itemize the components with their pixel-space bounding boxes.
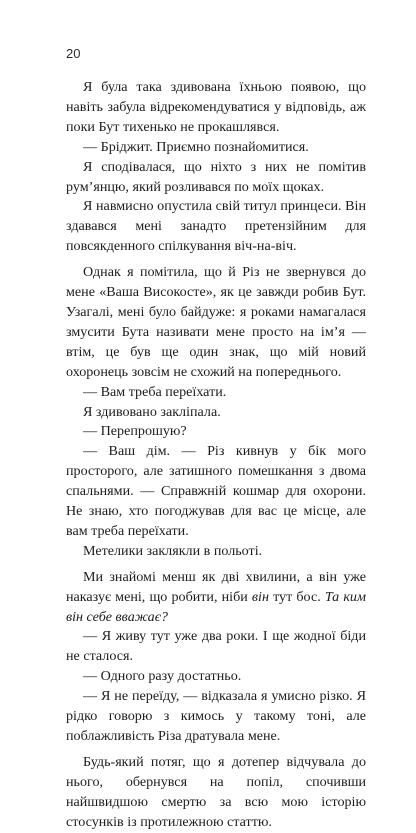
paragraph [66,197,366,257]
paragraph [66,403,366,423]
italic-text: Та ким він себе вважає? [66,588,366,625]
paragraph [66,138,366,158]
text-run: Я була така здивована їхньою появою, що навіть забула відрекомендуватися у відповідь, аж поки Бут тихенько не прокашлявся. [66,79,366,135]
text-run: — Я живу тут уже два роки. І ще жодної біди не сталося. [66,628,366,665]
paragraph [66,383,366,403]
text-run: — Бріджит. Приємно познайомитися. [83,138,309,155]
page-number: 20 [66,46,81,61]
paragraph [66,422,366,442]
paragraph [66,753,366,833]
text-run: Я здивовано закліпала. [83,403,221,420]
text-run: Будь-який потяг, що я дотепер відчувала до нього, обернувся на попіл, спочивши найшвидшою смертю за всю мою історію стосунків із протилежною статтю. [66,753,366,830]
paragraph [66,78,366,138]
text-run: — Я не переїду, — відказала я умисно різко. Я рідко говорю з кимось у такому тоні, але поблажливість Різа дратувала мене. [66,688,366,744]
body-text [66,78,366,833]
text-run: — Ваш дім. — Різ кивнув у бік мого просторого, але затишного помешкання з двома спальнями. — Справжній кошмар для охорони. Не знаю, хто погоджував для вас це місце, але вам треба переїхати. [66,443,366,539]
text-run: Ми знайомі менш як дві хвилини, а він уже наказує мені, що робити, ніби [66,568,366,605]
paragraph [66,667,366,687]
italic-text: він [251,588,269,605]
text-run: — Одного разу достатньо. [83,668,242,685]
text-run: — Вам треба переїхати. [83,383,227,400]
text-run: Я сподівалася, що ніхто з них не помітив рум’янцю, який розливався по моїх щоках. [66,158,366,195]
text-run: тут бос. [268,588,325,605]
paragraph [66,263,366,382]
text-run: — Перепрошую? [83,423,187,440]
paragraph [66,442,366,542]
paragraph [66,568,366,628]
text-run: Я навмисно опустила свій титул принцеси. Він здавався мені занадто претензійним для повсякденного спілкування віч-на-віч. [66,198,366,255]
paragraph [66,158,366,198]
paragraph [66,687,366,747]
text-run: Метелики заклякли в польоті. [83,542,263,559]
paragraph [66,627,366,667]
paragraph [66,542,366,562]
text-run: Однак я помітила, що й Різ не звернувся до мене «Ваша Високосте», як це завжди робив Бут. Узагалі, мені було байдуже: я роками намагалася змусити Бута називати мене просто на ім’я — втім, це був ще один знак, що мій новий охоронець зовсім не схожий на попереднього. [66,264,366,380]
